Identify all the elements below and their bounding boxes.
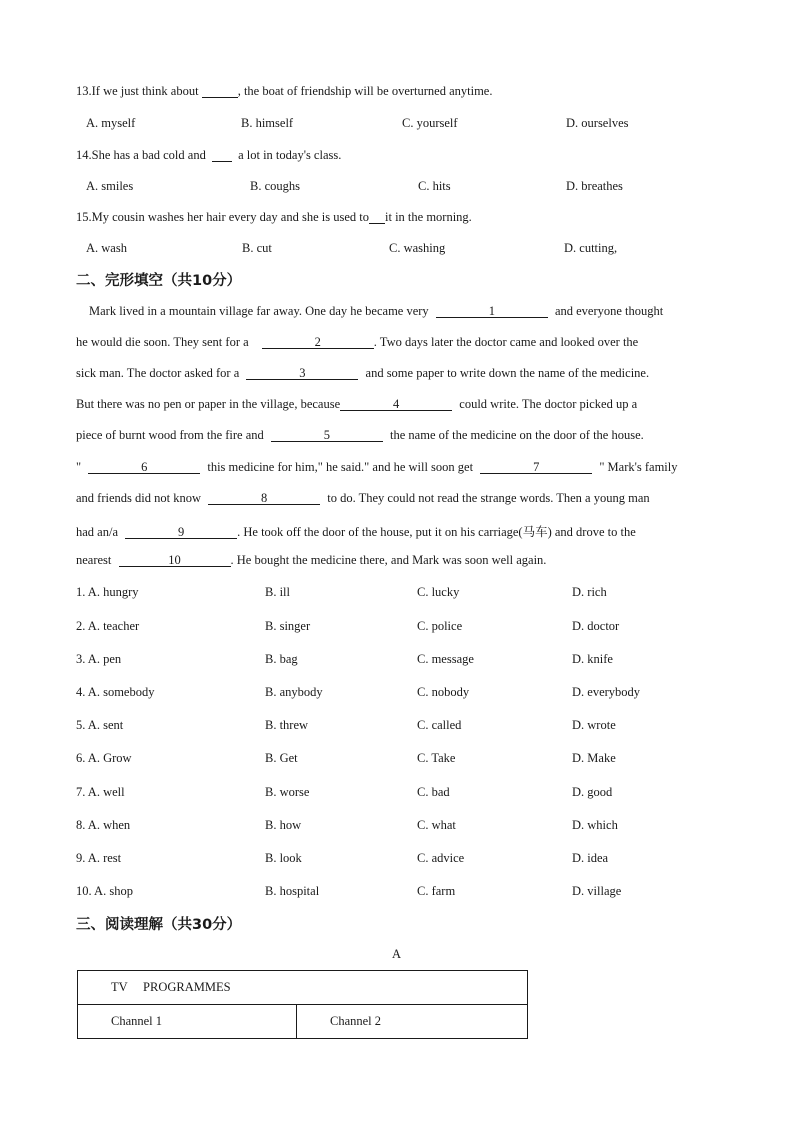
passage-text: he would die soon. They sent for a (76, 335, 249, 349)
section-heading: 二、完形填空（共10分） (76, 273, 242, 289)
answer-blank (369, 211, 385, 224)
passage-text: " (76, 460, 82, 474)
option-b: B. bag (265, 652, 298, 666)
option-a: 8. A. when (76, 818, 131, 832)
question-stem: it in the morning. (385, 210, 472, 224)
option-a: 10. A. shop (76, 884, 133, 898)
option-d: D. everybody (572, 685, 641, 699)
passage-line (76, 491, 650, 506)
option-a: 9. A. rest (76, 851, 122, 865)
passage-label: A (392, 947, 402, 961)
passage-text: Mark lived in a mountain village far away. One day he became very (89, 304, 429, 318)
passage-text: But there was no pen or paper in the village, because (76, 397, 341, 411)
question-stem: 14.She has a bad cold and (76, 148, 206, 162)
passage-line (76, 460, 678, 475)
passage-text: . He took off the door of the house, put it on his carriage(马车) and drove to the (237, 525, 636, 539)
cloze-blank: 10 (119, 554, 231, 567)
option-d: D. village (572, 884, 622, 898)
option-a: A. myself (86, 116, 136, 130)
passage-text: sick man. The doctor asked for a (76, 366, 240, 380)
passage-text: to do. They could not read the strange words. Then a young man (327, 491, 650, 505)
cloze-blank: 3 (246, 367, 358, 380)
passage-text: had an/a (76, 525, 118, 539)
cloze-blank: 7 (480, 461, 592, 474)
option-a: 1. A. hungry (76, 585, 139, 599)
option-c: C. yourself (402, 116, 458, 130)
option-b: B. threw (265, 718, 309, 732)
table-title: TV PROGRAMMES (78, 971, 528, 1005)
cloze-blank: 6 (88, 461, 200, 474)
option-d: D. rich (572, 585, 607, 599)
tv-programmes-table (77, 970, 528, 1039)
cloze-blank: 5 (271, 429, 383, 442)
option-c: C. farm (417, 884, 456, 898)
passage-text: . He bought the medicine there, and Mark was soon well again. (230, 553, 547, 567)
option-b: B. Get (265, 751, 298, 765)
option-d: D. breathes (566, 179, 623, 193)
option-b: B. worse (265, 785, 310, 799)
table-cell-channel-1: Channel 1 (78, 1005, 297, 1039)
question-stem: , the boat of friendship will be overturned anytime. (237, 84, 493, 98)
passage-text: and some paper to write down the name of the medicine. (365, 366, 650, 380)
option-d: D. good (572, 785, 613, 799)
answer-blank (212, 149, 232, 162)
option-d: D. ourselves (566, 116, 629, 130)
cloze-blank: 4 (340, 398, 452, 411)
option-c: C. what (417, 818, 456, 832)
option-c: C. hits (418, 179, 451, 193)
cloze-blank: 1 (436, 305, 548, 318)
option-b: B. look (265, 851, 302, 865)
cloze-blank: 8 (208, 492, 320, 505)
option-d: D. idea (572, 851, 609, 865)
option-a: A. smiles (86, 179, 134, 193)
passage-text: . Two days later the doctor came and looked over the (373, 335, 639, 349)
passage-text: nearest (76, 553, 112, 567)
question-stem: a lot in today's class. (238, 148, 342, 162)
passage-line (76, 335, 638, 350)
option-b: B. cut (242, 241, 272, 255)
cloze-blank: 2 (262, 336, 374, 349)
passage-text: " Mark's family (599, 460, 678, 474)
option-c: C. police (417, 619, 463, 633)
option-b: B. coughs (250, 179, 300, 193)
option-c: C. washing (389, 241, 446, 255)
passage-text: piece of burnt wood from the fire and (76, 428, 264, 442)
option-c: C. advice (417, 851, 465, 865)
passage-line (76, 553, 546, 568)
question-stem: 15.My cousin washes her hair every day and she is used to (76, 210, 369, 224)
question-stem: 13.If we just think about (76, 84, 199, 98)
option-a: 4. A. somebody (76, 685, 155, 699)
passage-text: this medicine for him," he said." and he will soon get (207, 460, 474, 474)
passage-text: and everyone thought (554, 304, 664, 318)
option-d: D. which (572, 818, 618, 832)
option-a: A. wash (86, 241, 127, 255)
option-b: B. hospital (265, 884, 320, 898)
option-d: D. cutting, (564, 241, 618, 255)
option-d: D. knife (572, 652, 613, 666)
option-c: C. bad (417, 785, 450, 799)
option-d: D. wrote (572, 718, 616, 732)
option-b: B. how (265, 818, 302, 832)
option-b: B. himself (241, 116, 294, 130)
option-b: B. ill (265, 585, 291, 599)
passage-text: the name of the medicine on the door of the house. (390, 428, 644, 442)
answer-blank (202, 85, 238, 98)
passage-text: could write. The doctor picked up a (459, 397, 638, 411)
passage-line (76, 397, 637, 412)
option-b: B. anybody (265, 685, 323, 699)
passage-line (76, 428, 644, 443)
option-c: C. Take (417, 751, 456, 765)
option-a: 3. A. pen (76, 652, 122, 666)
table-cell-channel-2: Channel 2 (297, 1005, 528, 1039)
option-d: D. Make (572, 751, 616, 765)
option-c: C. message (417, 652, 474, 666)
question-14 (76, 148, 341, 163)
passage-line (76, 522, 636, 540)
passage-text: and friends did not know (76, 491, 201, 505)
cloze-blank: 9 (125, 526, 237, 539)
option-d: D. doctor (572, 619, 620, 633)
option-b: B. singer (265, 619, 311, 633)
option-c: C. called (417, 718, 462, 732)
section-heading: 三、阅读理解（共30分） (76, 917, 242, 933)
option-a: 6. A. Grow (76, 751, 132, 765)
option-a: 2. A. teacher (76, 619, 140, 633)
option-a: 7. A. well (76, 785, 125, 799)
passage-line (76, 366, 649, 381)
passage-line (89, 304, 663, 319)
option-a: 5. A. sent (76, 718, 124, 732)
option-c: C. nobody (417, 685, 470, 699)
question-15 (76, 210, 472, 225)
option-c: C. lucky (417, 585, 460, 599)
question-13 (76, 84, 492, 99)
